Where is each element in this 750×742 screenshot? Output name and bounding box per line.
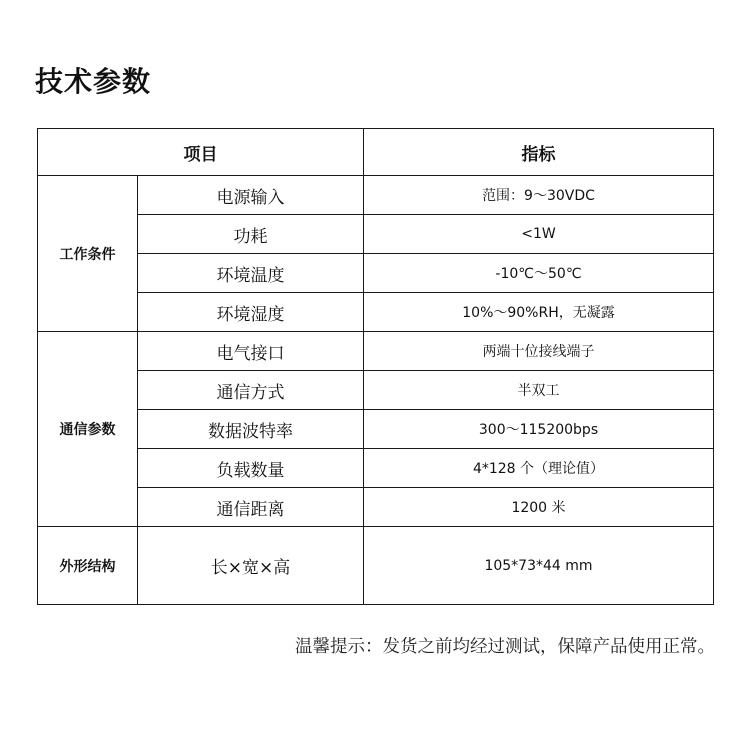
item-cell: 电气接口 bbox=[138, 332, 364, 371]
notice-text: 温馨提示：发货之前均经过测试，保障产品使用正常。 bbox=[295, 637, 715, 657]
table-row bbox=[38, 488, 714, 527]
item-cell: 电源输入 bbox=[138, 176, 364, 215]
group-label: 工作条件 bbox=[38, 176, 138, 332]
item-cell: 功耗 bbox=[138, 215, 364, 254]
spec-cell: -10℃～50℃ bbox=[364, 254, 714, 293]
header-spec: 指标 bbox=[364, 129, 714, 176]
table-row bbox=[38, 410, 714, 449]
spec-cell: 半双工 bbox=[364, 371, 714, 410]
table-row bbox=[38, 215, 714, 254]
item-cell: 环境温度 bbox=[138, 254, 364, 293]
table-row bbox=[38, 527, 714, 605]
table-row bbox=[38, 176, 714, 215]
spec-cell: 1200 米 bbox=[364, 488, 714, 527]
spec-cell: 范围：9～30VDC bbox=[364, 176, 714, 215]
table-row bbox=[38, 332, 714, 371]
group-label: 通信参数 bbox=[38, 332, 138, 527]
spec-table bbox=[37, 128, 714, 605]
spec-cell: 两端十位接线端子 bbox=[364, 332, 714, 371]
spec-cell: 10%～90%RH，无凝露 bbox=[364, 293, 714, 332]
table-row bbox=[38, 254, 714, 293]
table-row bbox=[38, 293, 714, 332]
item-cell: 通信距离 bbox=[138, 488, 364, 527]
page-title: 技术参数 bbox=[35, 65, 152, 98]
item-cell: 数据波特率 bbox=[138, 410, 364, 449]
spec-cell: 105*73*44 mm bbox=[364, 527, 714, 605]
spec-cell: 4*128 个（理论值） bbox=[364, 449, 714, 488]
spec-cell: <1W bbox=[364, 215, 714, 254]
item-cell: 通信方式 bbox=[138, 371, 364, 410]
group-label: 外形结构 bbox=[38, 527, 138, 605]
spec-cell: 300～115200bps bbox=[364, 410, 714, 449]
header-item: 项目 bbox=[38, 129, 364, 176]
table-row bbox=[38, 371, 714, 410]
table-header-row bbox=[38, 129, 714, 176]
item-cell: 负载数量 bbox=[138, 449, 364, 488]
item-cell: 长×宽×高 bbox=[138, 527, 364, 605]
table-row bbox=[38, 449, 714, 488]
item-cell: 环境湿度 bbox=[138, 293, 364, 332]
